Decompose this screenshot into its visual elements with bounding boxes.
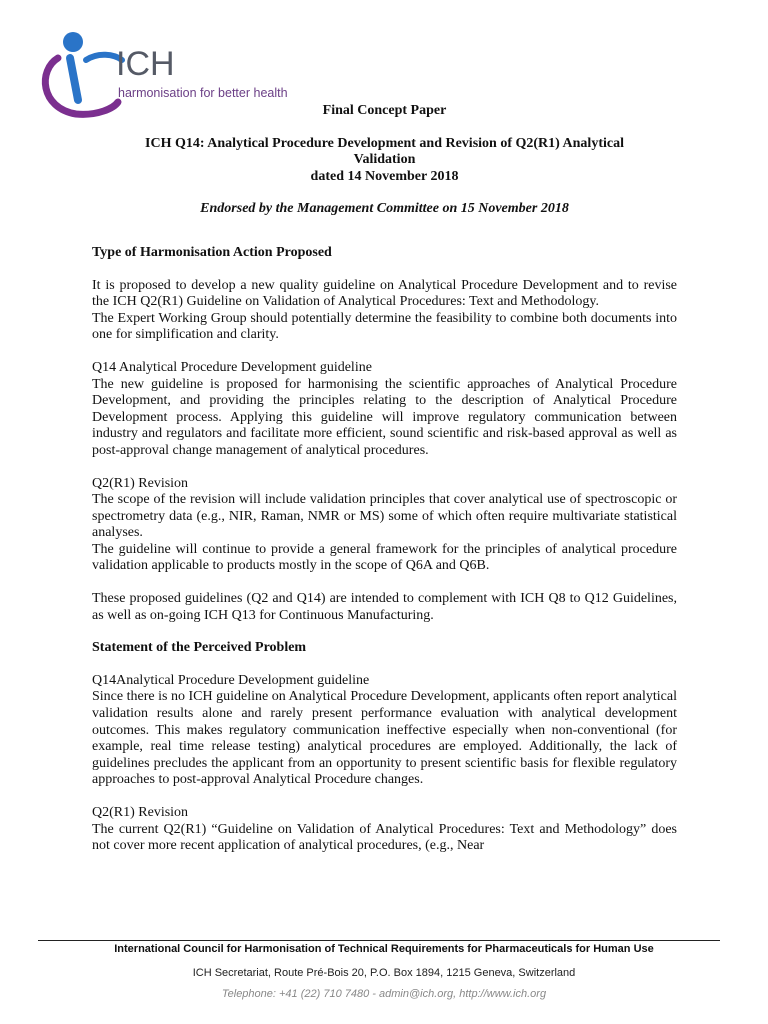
- paragraph-problem-q14: Since there is no ICH guideline on Analytical Procedure Development, applicants often report analytical validation results alone and rarely present performance evaluation with analytical development outcomes. This makes regulatory communication ineffective especially when non-conventional (for example, real time release testing) analytical procedures are employed. Additionally, the lack of guidelines precludes the applicant from an opportunity to present scientific basis for flexible regulatory approaches to post-approval Analytical Procedure changes.: [92, 689, 677, 788]
- document-body: [92, 103, 677, 855]
- paragraph-q2-2: The guideline will continue to provide a general framework for the principles of analytical procedure validation applicable to products mostly in the scope of Q6A and Q6B.: [92, 541, 677, 574]
- section-heading-type: Type of Harmonisation Action Proposed: [92, 244, 332, 260]
- subheading-problem-q2: Q2(R1) Revision: [92, 805, 189, 820]
- paragraph-complement: These proposed guidelines (Q2 and Q14) are intended to complement with ICH Q8 to Q12 Guidelines, as well as on-going ICH Q13 for Continuous Manufacturing.: [92, 591, 677, 623]
- footer-divider: [38, 940, 720, 941]
- footer-contact: Telephone: +41 (22) 710 7480 - admin@ich.org, http://www.ich.org: [221, 988, 547, 1000]
- subheading-q14: Q14 Analytical Procedure Development guideline: [92, 359, 372, 375]
- paragraph-type-2: The Expert Working Group should potentially determine the feasibility to combine both documents into one for simplification and clarity.: [92, 310, 677, 343]
- logo-wordmark: ICH: [116, 45, 175, 83]
- paragraph-type-1: It is proposed to develop a new quality guideline on Analytical Procedure Development and to revise the ICH Q2(R1) Guideline on Validation of Analytical Procedures: Text and Methodology.: [92, 277, 677, 310]
- footer-organization: International Council for Harmonisation of Technical Requirements for Pharmaceuticals for Human Use: [114, 943, 654, 955]
- title-line-1: ICH Q14: Analytical Procedure Development and Revision of Q2(R1) Analytical: [145, 135, 624, 151]
- footer-address: ICH Secretariat, Route Pré-Bois 20, P.O. Box 1894, 1215 Geneva, Switzerland: [192, 967, 576, 979]
- endorsement: Endorsed by the Management Committee on 15 November 2018: [200, 201, 569, 217]
- logo-tagline: harmonisation for better health: [118, 86, 288, 100]
- subheading-q2: Q2(R1) Revision: [92, 475, 189, 491]
- paragraph-q2-1: The scope of the revision will include validation principles that cover analytical use of spectroscopic or spectrometry data (e.g., NIR, Raman, NMR or MS) some of which often require multivariate statistical analyses.: [92, 492, 677, 541]
- subheading-problem-q14: Q14Analytical Procedure Development guideline: [92, 672, 370, 688]
- document-date: dated 14 November 2018: [310, 168, 459, 184]
- paper-type: Final Concept Paper: [322, 103, 447, 118]
- paragraph-q14: The new guideline is proposed for harmonising the scientific approaches of Analytical Procedure Development, and providing the principles relating to the description of Analytical Procedure Development process. Applying this guideline will improve regulatory communication between industry and regulators and facilitate more efficient, sound scientific and risk-based approval as well as post-approval change management of analytical procedures.: [92, 376, 677, 458]
- title-line-2: Validation: [353, 152, 416, 168]
- paragraph-problem-q2: The current Q2(R1) “Guideline on Validation of Analytical Procedures: Text and Methodology” does not cover more recent application of analytical procedures, (e.g., Near: [92, 821, 677, 854]
- section-heading-problem: Statement of the Perceived Problem: [92, 640, 307, 656]
